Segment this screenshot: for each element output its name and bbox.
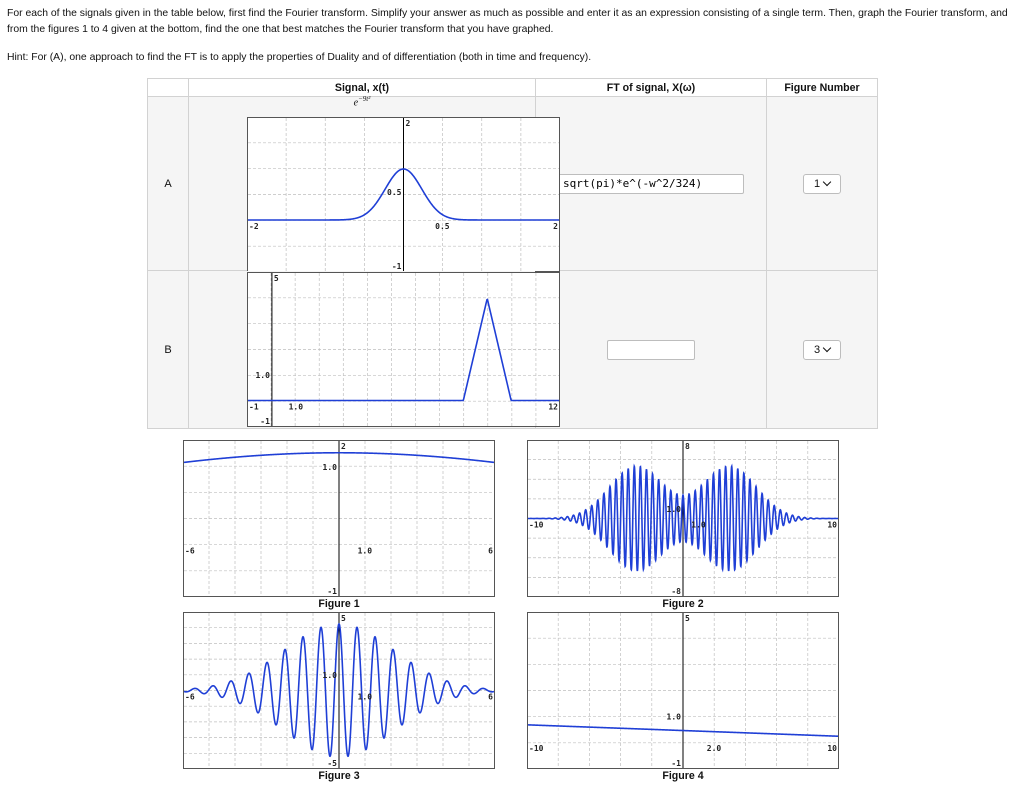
chevron-down-icon bbox=[823, 178, 831, 186]
tick-label-ymin: -1 bbox=[671, 759, 681, 768]
figure-select-b[interactable] bbox=[803, 340, 841, 360]
signal-plot-b-svg bbox=[247, 272, 560, 427]
tick-label-ymid: 1.0 bbox=[666, 504, 681, 514]
figure-3-caption: Figure 3 bbox=[318, 770, 360, 782]
tick-label-xmax: 6 bbox=[488, 546, 493, 556]
expr-base: e bbox=[353, 97, 359, 109]
hint-text: Hint: For (A), one approach to find the FT is to apply the properties of Duality and of differentiation (both in time and frequency). bbox=[7, 52, 592, 63]
figure-1-plot bbox=[183, 440, 495, 597]
ft-cell-a bbox=[536, 97, 767, 271]
ft-answer-input-a[interactable] bbox=[558, 174, 744, 194]
tick-label-ymid: 1.0 bbox=[666, 712, 681, 722]
tick-label-xmax: 6 bbox=[488, 692, 493, 702]
figure-1-caption: Figure 1 bbox=[318, 598, 360, 610]
figure-2-plot bbox=[527, 440, 839, 597]
instructions-text: For each of the signals given in the table below, first find the Fourier transform. Simplify your answer as much as possible and enter it as an expression consisting of a single term. Then, graph the Fourier transform, and from the figures 1 to 4 given at the bottom, find the one that best matches the Fourier transform that you have graphed. bbox=[7, 8, 1008, 35]
tick-label-xmin: -6 bbox=[185, 692, 195, 702]
tick-label-xmid: 1.0 bbox=[288, 402, 304, 412]
tick-label-xmid: 2.0 bbox=[706, 744, 722, 754]
tick-label-ymax: 5 bbox=[341, 614, 346, 623]
table-header-row bbox=[148, 79, 878, 97]
ft-header: FT of signal, X(ω) bbox=[536, 79, 767, 97]
tick-label-ymax: 5 bbox=[685, 614, 690, 623]
signal-cell-a bbox=[189, 95, 558, 271]
signal-header: Signal, x(t) bbox=[189, 79, 536, 97]
tick-label-ymid: 1.0 bbox=[322, 462, 337, 472]
tick-label-xmin: -1 bbox=[249, 402, 259, 412]
signal-plot-a-svg bbox=[247, 117, 560, 272]
tick-label-ymax: 2 bbox=[405, 119, 411, 128]
ft-answer-input-b[interactable] bbox=[607, 340, 695, 360]
tick-label-xmax: 2 bbox=[553, 222, 558, 231]
figure-cell-b bbox=[767, 271, 878, 429]
tick-label-xmid: 1.0 bbox=[357, 546, 373, 556]
tick-label-ymax: 2 bbox=[341, 442, 346, 451]
signal-expression-a bbox=[189, 95, 535, 108]
figure-2-svg bbox=[527, 440, 839, 597]
figure-4-svg bbox=[527, 612, 839, 769]
figure-3-plot bbox=[183, 612, 495, 769]
signal-plot-a bbox=[247, 117, 560, 272]
signal-plot-b bbox=[247, 272, 560, 427]
tick-label-ymax: 8 bbox=[685, 442, 690, 451]
tick-label-ymin: -1 bbox=[327, 587, 337, 596]
figure-1-svg bbox=[183, 440, 495, 597]
tick-label-xmax: 12 bbox=[548, 402, 558, 412]
tick-label-xmid: 0.5 bbox=[435, 222, 450, 231]
ft-cell-b bbox=[536, 271, 767, 429]
tick-label-xmin: -2 bbox=[249, 222, 259, 231]
expr-exponent: −9t² bbox=[358, 95, 371, 103]
chevron-down-icon bbox=[823, 344, 831, 352]
table-row-a bbox=[148, 97, 878, 271]
tick-label-ymax: 5 bbox=[273, 274, 279, 283]
tick-label-xmid: 1.0 bbox=[691, 520, 706, 530]
blank-header bbox=[148, 79, 189, 97]
tick-label-ymid: 0.5 bbox=[387, 187, 402, 197]
figure-select-a[interactable] bbox=[803, 174, 841, 194]
tick-label-ymin: -5 bbox=[327, 759, 337, 768]
tick-label-ymin: -8 bbox=[671, 587, 681, 596]
question-table bbox=[147, 78, 878, 429]
tick-label-ymin: -1 bbox=[391, 262, 402, 271]
tick-label-xmid: 1.0 bbox=[357, 692, 373, 702]
tick-label-xmin: -10 bbox=[529, 744, 544, 754]
figure-4-plot bbox=[527, 612, 839, 769]
table-row-b bbox=[148, 271, 878, 429]
tick-label-xmax: 10 bbox=[827, 520, 837, 530]
row-label-b: B bbox=[148, 271, 189, 429]
figure-select-a-value: 1 bbox=[813, 177, 821, 190]
row-label-a: A bbox=[148, 97, 189, 271]
tick-label-xmin: -10 bbox=[529, 520, 544, 530]
tick-label-ymid: 1.0 bbox=[255, 371, 270, 380]
figure-number-header: Figure Number bbox=[767, 79, 878, 97]
tick-label-ymin: -1 bbox=[260, 417, 270, 426]
figure-3-svg bbox=[183, 612, 495, 769]
figure-select-b-value: 3 bbox=[813, 343, 821, 356]
figure-4-caption: Figure 4 bbox=[662, 770, 704, 782]
tick-label-xmin: -6 bbox=[185, 546, 195, 556]
figure-2-caption: Figure 2 bbox=[662, 598, 704, 610]
tick-label-ymid: 1.0 bbox=[322, 671, 337, 680]
figure-cell-a bbox=[767, 97, 878, 271]
signal-cell-b bbox=[189, 271, 558, 429]
tick-label-xmax: 10 bbox=[827, 744, 837, 754]
